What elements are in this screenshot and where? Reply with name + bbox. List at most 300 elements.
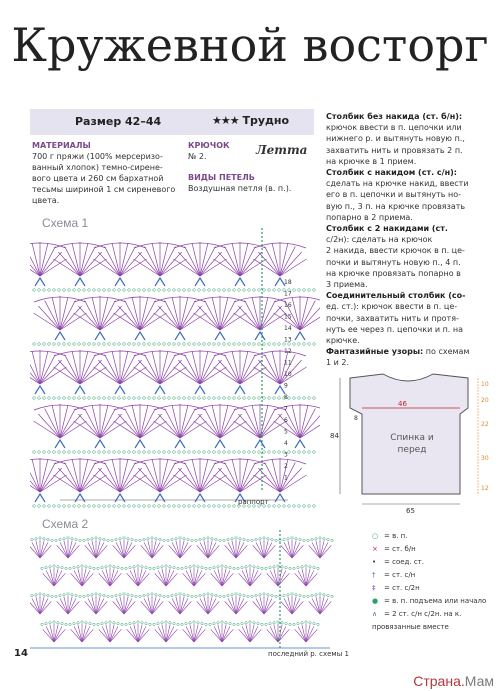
chain-dot — [135, 595, 137, 597]
fan-stitch — [232, 351, 240, 384]
fan-stitch — [92, 297, 100, 330]
chain-dot — [133, 343, 136, 346]
cluster-mark — [195, 278, 205, 286]
chain-dot — [58, 289, 61, 292]
chain-dot — [183, 594, 185, 596]
chain-dot — [63, 343, 66, 346]
chain-dot — [81, 565, 83, 567]
fan-stitch — [160, 351, 168, 384]
fan-stitch — [240, 243, 248, 276]
row-number: 5 — [284, 428, 288, 436]
chain-dot — [303, 595, 305, 597]
fan-stitch — [300, 405, 308, 438]
chain-dot — [313, 451, 316, 454]
stitch-descriptions — [326, 111, 492, 369]
chain-dot — [139, 595, 141, 597]
chain-dot — [143, 451, 146, 454]
chain-dot — [231, 538, 233, 540]
chain-dot — [215, 594, 217, 596]
page-number: 14 — [14, 648, 28, 659]
fan-stitch — [172, 297, 180, 330]
chain-dot — [313, 397, 316, 400]
legend-text: = в. п. — [384, 532, 408, 540]
chain-dot — [78, 289, 81, 292]
chain-dot — [247, 539, 249, 541]
chain-dot — [183, 505, 186, 508]
hook-value: № 2. — [188, 152, 207, 161]
chain-dot — [68, 505, 71, 508]
chain-dot — [265, 567, 267, 569]
chain-dot — [69, 567, 71, 569]
chain-dot — [33, 289, 36, 292]
chain-dot — [245, 622, 247, 624]
row-number: 6 — [284, 417, 288, 424]
fan-stitch — [180, 405, 188, 438]
chain-dot — [298, 505, 301, 508]
chain-dot — [83, 539, 85, 541]
chain-dot — [323, 538, 325, 540]
chain-dot — [191, 595, 193, 597]
chain-dot — [278, 397, 281, 400]
chain-dot — [167, 539, 169, 541]
chain-dot — [183, 289, 186, 292]
fan-stitch — [240, 459, 248, 492]
chain-dot — [103, 289, 106, 292]
chain-dot — [195, 595, 197, 597]
row-number: 9 — [284, 382, 288, 390]
chain-dot — [253, 343, 256, 346]
chain-dot — [151, 537, 153, 539]
fan-stitch — [292, 297, 300, 330]
chain-dot — [73, 289, 76, 292]
chain-dot — [53, 343, 56, 346]
chain-dot — [198, 451, 201, 454]
chain-dot — [191, 539, 193, 541]
chain-dot — [258, 343, 261, 346]
chain-dot — [218, 505, 221, 508]
chain-dot — [198, 505, 201, 508]
chain-dot — [218, 451, 221, 454]
cluster-mark — [75, 494, 85, 502]
chain-dot — [243, 289, 246, 292]
chain-dot — [88, 289, 91, 292]
chain-dot — [98, 343, 101, 346]
chain-dot — [53, 289, 56, 292]
legend-row — [372, 556, 498, 569]
legend-text: = ст. с/н — [384, 571, 416, 579]
chain-dot — [68, 451, 71, 454]
chain-dot — [238, 289, 241, 292]
chain-dot — [118, 451, 121, 454]
chain-dot — [158, 397, 161, 400]
chain-dot — [203, 594, 205, 596]
chain-dot — [87, 594, 89, 596]
chain-dot — [193, 397, 196, 400]
chain-dot — [277, 565, 279, 567]
chain-dot — [113, 622, 115, 624]
chain-dot — [127, 538, 129, 540]
chain-dot — [313, 505, 316, 508]
chain-dot — [189, 622, 191, 624]
chain-dot — [38, 343, 41, 346]
chain-dot — [233, 623, 235, 625]
chain-dot — [188, 505, 191, 508]
chain-dot — [169, 566, 171, 568]
legend-row — [372, 582, 498, 595]
chain-dot — [201, 622, 203, 624]
chain-dot — [35, 594, 37, 596]
chain-dot — [63, 289, 66, 292]
chain-dot — [208, 343, 211, 346]
chain-dot — [133, 289, 136, 292]
fan-stitch — [200, 243, 208, 276]
chain-dot — [185, 566, 187, 568]
cluster-mark — [115, 278, 125, 286]
chain-dot — [98, 289, 101, 292]
chain-dot — [83, 595, 85, 597]
chain-dot — [163, 505, 166, 508]
chain-dot — [208, 505, 211, 508]
materials-line: ванный хлопок) темно-сирене- — [32, 163, 163, 172]
chain-dot — [77, 566, 79, 568]
chain-dot — [49, 622, 51, 624]
chain-dot — [71, 594, 73, 596]
chain-dot — [253, 622, 255, 624]
fan-stitch — [292, 405, 300, 438]
chain-dot — [171, 538, 173, 540]
chain-dot — [273, 622, 275, 624]
chain-dot — [268, 451, 271, 454]
chain-dot — [233, 505, 236, 508]
chain-dot — [273, 397, 276, 400]
chain-dot — [179, 593, 181, 595]
chain-dot — [55, 595, 57, 597]
chain-dot — [153, 343, 156, 346]
chain-dot — [158, 289, 161, 292]
chain-dot — [178, 451, 181, 454]
chain-dot — [147, 594, 149, 596]
chain-dot — [173, 343, 176, 346]
chain-dot — [311, 538, 313, 540]
chain-dot — [169, 622, 171, 624]
chain-dot — [39, 593, 41, 595]
row-number: 10 — [284, 371, 292, 378]
chain-dot — [198, 397, 201, 400]
legend-symbol: × — [372, 545, 378, 553]
chain-dot — [99, 594, 101, 596]
chain-dot — [107, 595, 109, 597]
chain-dot — [128, 451, 131, 454]
chain-dot — [308, 397, 311, 400]
row-number: 15 — [284, 313, 292, 321]
chain-dot — [113, 397, 116, 400]
fan-stitch — [160, 459, 168, 492]
chain-dot — [65, 623, 67, 625]
legend-text: = в. п. подъема или начало — [384, 597, 487, 605]
chain-dot — [299, 538, 301, 540]
scheme2-label: Схема 2 — [42, 517, 89, 531]
chain-dot — [113, 451, 116, 454]
fan-stitch — [132, 405, 140, 438]
chain-dot — [78, 397, 81, 400]
legend-symbol: ○ — [372, 532, 379, 540]
fan-stitch — [30, 463, 40, 492]
chain-dot — [137, 565, 139, 567]
chain-dot — [303, 397, 306, 400]
row-number: 11 — [284, 359, 292, 367]
chain-dot — [138, 505, 141, 508]
cluster-mark — [155, 494, 165, 502]
chain-dot — [183, 343, 186, 346]
materials-line: цвета. — [32, 196, 60, 205]
chain-dot — [33, 451, 36, 454]
chain-dot — [95, 593, 97, 595]
chain-dot — [209, 567, 211, 569]
fan-stitch — [92, 405, 100, 438]
desc-tr: Столбик с 2 накидами (ст. с/2н): сделать на крючок 2 накида, ввести крючок в п. це- почки и вытянуть новую п., 4 п. на крючке провязать попарно в 3 приема. — [326, 224, 465, 290]
fan-stitch — [112, 351, 120, 384]
chain-dot — [173, 289, 176, 292]
chain-dot — [308, 289, 311, 292]
chain-dot — [153, 397, 156, 400]
legend-symbol: • — [372, 558, 377, 566]
chain-dot — [178, 289, 181, 292]
chain-dot — [165, 621, 167, 623]
chain-dot — [79, 539, 81, 541]
chain-dot — [281, 566, 283, 568]
chain-dot — [93, 567, 95, 569]
chain-dot — [168, 451, 171, 454]
chain-dot — [247, 595, 249, 597]
chain-dot — [38, 397, 41, 400]
chain-dot — [253, 451, 256, 454]
chain-dot — [273, 343, 276, 346]
legend-symbol: ‡ — [372, 584, 376, 592]
chain-dot — [121, 567, 123, 569]
row-number: 18 — [284, 279, 292, 286]
chain-dot — [283, 594, 285, 596]
chain-dot — [147, 538, 149, 540]
fan-stitch — [212, 297, 220, 330]
chain-dot — [237, 567, 239, 569]
row-number: 14 — [284, 325, 292, 332]
chain-dot — [198, 343, 201, 346]
chain-dot — [208, 451, 211, 454]
chain-dot — [275, 539, 277, 541]
chain-dot — [143, 505, 146, 508]
fan-stitch — [80, 459, 88, 492]
chain-dot — [83, 451, 86, 454]
chain-dot — [108, 397, 111, 400]
chain-dot — [98, 397, 101, 400]
chain-dot — [218, 289, 221, 292]
chain-dot — [61, 566, 63, 568]
fan-stitch — [152, 351, 160, 384]
chain-dot — [133, 505, 136, 508]
chain-dot — [83, 505, 86, 508]
chain-dot — [203, 451, 206, 454]
fan-stitch — [120, 243, 128, 276]
difficulty — [212, 114, 289, 127]
chain-dot — [83, 397, 86, 400]
cluster-mark — [115, 386, 125, 394]
chain-dot — [228, 289, 231, 292]
chain-dot — [113, 343, 116, 346]
chain-dot — [241, 622, 243, 624]
legend-text: = 2 ст. с/н с/2н. на к. провязанные вместе — [372, 610, 462, 631]
chain-dot — [331, 539, 333, 541]
chain-dot — [305, 565, 307, 567]
chain-dot — [33, 505, 36, 508]
chain-dot — [228, 343, 231, 346]
chain-dot — [43, 594, 45, 596]
chain-dot — [297, 622, 299, 624]
chain-dot — [133, 622, 135, 624]
row-number: 12 — [284, 348, 292, 355]
chain-dot — [141, 622, 143, 624]
chain-dot — [303, 505, 306, 508]
chain-dot — [291, 593, 293, 595]
chain-dot — [283, 538, 285, 540]
chain-dot — [281, 622, 283, 624]
chain-dot — [53, 451, 56, 454]
chain-dot — [327, 538, 329, 540]
fan-stitch — [280, 243, 288, 276]
chain-dot — [193, 343, 196, 346]
chain-dot — [173, 505, 176, 508]
chain-dot — [267, 594, 269, 596]
chain-dot — [255, 594, 257, 596]
chain-dot — [309, 566, 311, 568]
chain-dot — [155, 594, 157, 596]
chain-dot — [43, 451, 46, 454]
dim-top: 46 — [398, 400, 407, 408]
fan-stitch — [100, 405, 108, 438]
chain-dot — [105, 622, 107, 624]
chain-dot — [93, 623, 95, 625]
chain-dot — [207, 593, 209, 595]
page-title: Кружевной восторг — [11, 18, 489, 72]
chain-dot — [235, 593, 237, 595]
chain-dot — [303, 451, 306, 454]
chain-dot — [128, 289, 131, 292]
cluster-mark — [235, 386, 245, 394]
row-number: 1 — [284, 474, 288, 482]
chain-dot — [278, 289, 281, 292]
chain-dot — [225, 622, 227, 624]
chain-dot — [43, 505, 46, 508]
chain-dot — [163, 451, 166, 454]
fan-stitch — [40, 243, 48, 276]
legend-text: = ст. б/н — [384, 545, 416, 553]
chain-dot — [123, 343, 126, 346]
cluster-mark — [195, 386, 205, 394]
chain-dot — [263, 397, 266, 400]
chain-dot — [233, 567, 235, 569]
chain-dot — [267, 538, 269, 540]
chain-dot — [295, 538, 297, 540]
chain-dot — [213, 451, 216, 454]
chain-dot — [205, 567, 207, 569]
chain-dot — [293, 289, 296, 292]
piece-label-2: перед — [397, 445, 427, 455]
chain-dot — [125, 567, 127, 569]
chain-dot — [118, 505, 121, 508]
chain-dot — [177, 623, 179, 625]
chain-dot — [51, 539, 53, 541]
legend-row — [372, 595, 498, 608]
cluster-mark — [115, 494, 125, 502]
chain-dot — [248, 289, 251, 292]
chain-dot — [91, 594, 93, 596]
chain-dot — [99, 538, 101, 540]
chain-dot — [31, 594, 33, 596]
legend-row — [372, 608, 498, 634]
chain-dot — [68, 289, 71, 292]
chain-dot — [163, 343, 166, 346]
chain-dot — [213, 566, 215, 568]
chain-dot — [288, 397, 291, 400]
chain-dot — [175, 538, 177, 540]
chain-dot — [41, 623, 43, 625]
fan-stitch — [32, 351, 40, 384]
chain-dot — [298, 451, 301, 454]
chain-dot — [273, 505, 276, 508]
difficulty-label: Трудно — [242, 114, 290, 127]
chain-dot — [315, 594, 317, 596]
chain-dot — [178, 505, 181, 508]
chain-dot — [118, 289, 121, 292]
chain-dot — [38, 451, 41, 454]
fan-stitch — [140, 297, 148, 330]
chain-dot — [208, 397, 211, 400]
chain-dot — [48, 343, 51, 346]
stitches-text: Воздушная петля (в. п.). — [188, 184, 292, 193]
chain-dot — [263, 343, 266, 346]
chain-dot — [59, 594, 61, 596]
chain-dot — [159, 594, 161, 596]
chain-dot — [203, 289, 206, 292]
chain-dot — [38, 289, 41, 292]
chain-dot — [55, 539, 57, 541]
fan-stitch — [160, 243, 168, 276]
chain-dot — [89, 622, 91, 624]
chain-dot — [163, 289, 166, 292]
chain-dot — [233, 451, 236, 454]
fan-stitch — [212, 405, 220, 438]
chain-dot — [265, 623, 267, 625]
chain-dot — [307, 595, 309, 597]
chain-dot — [183, 538, 185, 540]
chain-dot — [39, 537, 41, 539]
chain-dot — [49, 566, 51, 568]
chain-dot — [277, 621, 279, 623]
chain-dot — [258, 289, 261, 292]
chain-dot — [293, 397, 296, 400]
size-label: Размер 42–44 — [75, 115, 162, 128]
chain-dot — [331, 595, 333, 597]
chain-dot — [157, 622, 159, 624]
chain-dot — [93, 289, 96, 292]
cluster-mark — [95, 332, 105, 340]
cluster-mark — [215, 332, 225, 340]
chain-dot — [301, 622, 303, 624]
chain-dot — [88, 505, 91, 508]
chain-dot — [215, 538, 217, 540]
chain-dot — [138, 451, 141, 454]
chain-dot — [141, 566, 143, 568]
chain-dot — [33, 343, 36, 346]
